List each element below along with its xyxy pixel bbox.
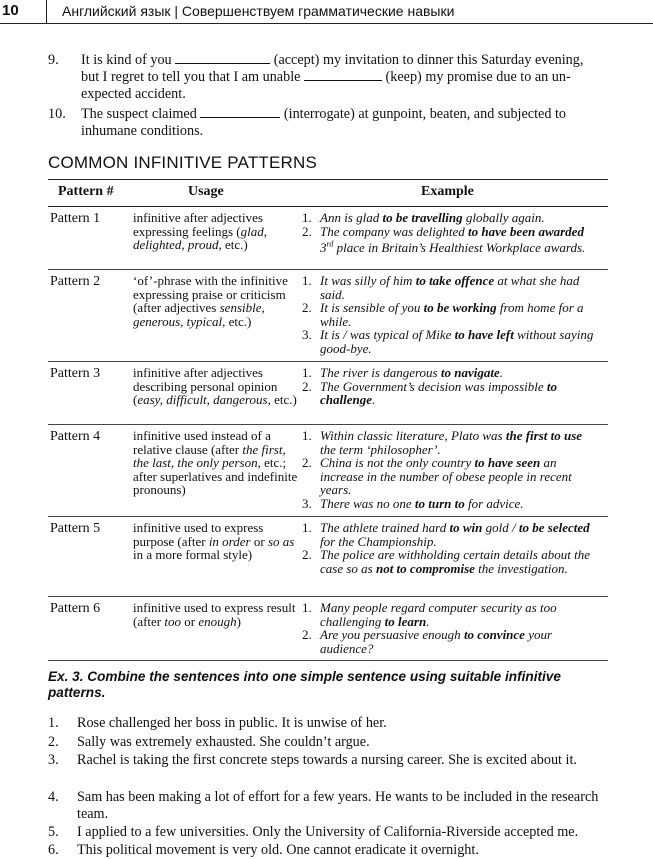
example-fragment: The police are withholding certain details about the case so as [320,547,590,576]
header-divider [46,0,47,24]
pattern-name: Pattern 6 [50,601,101,616]
question-text: but I regret to tell you that I am unable [81,69,301,85]
answer-blank[interactable] [304,69,382,81]
example-fragment: Within classic literature, Plato was [320,428,506,443]
example-number: 2. [302,223,312,239]
example-fragment: rd [326,240,334,249]
example-item [298,521,598,548]
usage-text: enough [198,613,237,629]
example-number: 1. [302,600,312,615]
usage-text: ( [236,223,241,239]
pattern-examples [298,274,598,355]
pattern-row [48,362,608,425]
pattern-name: Pattern 2 [50,274,101,289]
question-text: The suspect claimed [81,106,197,122]
running-header [0,0,653,24]
example-number: 1. [302,428,312,443]
pattern-row [48,425,608,517]
item-number: 5. [48,824,59,840]
question-line: inhumane conditions. [81,123,204,139]
question-text: (interrogate) at gunpoint, beaten, and subjected to [283,106,566,122]
pattern-row [48,207,608,270]
question-line [81,69,621,86]
example-item [298,366,598,380]
example-number: 1. [302,520,312,535]
example-fragment: . [499,365,503,380]
usage-text: , etc.; after superlatives and indefinite pronouns) [133,455,298,497]
example-text [320,600,557,629]
example-number: 2. [302,547,312,562]
example-text [320,627,552,656]
exercise-heading: Ex. 3. Combine the sentences into one simple sentence using suitable infinitive patterns. [48,669,561,700]
example-fragment: globally again. [462,210,545,225]
item-number: 3. [48,752,59,768]
usage-text: infinitive after adjectives describing personal opinion ( [133,365,278,407]
example-item [298,211,598,225]
item-text: Sally was extremely exhausted. She couldn’t argue. [77,734,370,750]
example-text [320,379,557,408]
example-fragment: from home for a while. [320,300,584,329]
item-text: I applied to a few universities. Only the University of California-Riverside accepted me. [77,824,579,840]
example-fragment: at what she had said. [320,273,580,302]
example-number: 1. [302,365,312,380]
example-item [298,601,598,628]
usage-text: the first, the last, the only person [133,441,286,470]
pattern-usage [133,429,303,497]
usage-text: in order [208,533,251,549]
example-fragment: There was no one [320,495,415,511]
example-fragment: Ann is glad [320,210,383,225]
pattern-name: Pattern 4 [50,429,101,444]
example-number: 3. [302,495,312,511]
question-text: (accept) my invitation to dinner this Saturday evening, [273,52,584,68]
pattern-row [48,270,608,362]
example-fragment: to be selected [518,520,590,535]
item-text: Rachel is taking the first concrete steps towards a nursing career. She is excited about it. [77,752,577,768]
question-text: (keep) my promise due to an un- [385,69,571,85]
example-text [320,547,590,576]
usage-text: too [164,613,182,629]
item-number: 4. [48,789,59,805]
usage-text: glad, delighted, proud, [133,223,267,252]
question-line [81,52,621,69]
page-number: 10 [2,2,19,19]
pattern-examples [298,601,598,655]
example-number: 2. [302,455,312,470]
pattern-examples [298,366,598,407]
pattern-row [48,597,608,661]
example-text [320,520,590,549]
header-title: Английский язык | Совершенствуем грамматические навыки [62,3,455,19]
item-number: 1. [48,715,59,731]
example-text [320,428,582,457]
example-fragment: It was silly of him [320,273,416,288]
example-text [320,455,572,497]
usage-text: etc.) [221,237,248,252]
example-number: 2. [302,378,312,394]
question-text: It is kind of you [81,52,172,68]
example-fragment: to navigate [440,365,500,380]
example-fragment: for the Championship. [320,533,437,549]
usage-text: or [250,533,268,549]
usage-text: infinitive used to express result (after [133,600,296,629]
example-fragment: the first to use [505,428,583,443]
example-fragment: to be travelling [382,210,463,225]
example-fragment: to have seen [474,455,541,470]
question-line: expected accident. [81,86,186,102]
example-number: 3. [302,327,312,342]
example-fragment: The river is dangerous [320,365,441,380]
example-fragment: the investigation. [474,560,568,576]
pattern-usage [133,521,303,562]
example-text [320,224,585,256]
usage-text: infinitive after adjectives expressing feelings [133,210,263,239]
pattern-row [48,517,608,597]
example-fragment: to turn to [414,495,465,511]
column-header-usage: Usage [188,184,224,199]
usage-text: , etc.) [267,392,297,407]
question-number: 9. [48,52,59,68]
question-number: 10. [48,106,66,122]
example-fragment: to have been awarded [468,223,584,239]
item-text: Rose challenged her boss in public. It is unwise of her. [77,715,387,731]
section-title: COMMON INFINITIVE PATTERNS [48,153,318,172]
example-number: 2. [302,627,312,642]
example-item [298,456,598,497]
pattern-name: Pattern 1 [50,211,101,226]
example-text [320,327,593,356]
item-text: Sam has been making a lot of effort for a few years. He wants to be included in the research team. [77,789,599,822]
usage-text: ) [236,613,241,629]
example-fragment: Many people regard computer security as too challenging [320,600,557,629]
example-fragment: to win [449,520,483,535]
pattern-usage [133,274,303,328]
example-fragment: to challenge [320,378,558,407]
example-item [298,628,598,655]
example-fragment: to learn [384,613,427,629]
example-item [298,497,598,511]
example-fragment: The athlete trained hard [320,520,450,535]
example-fragment: the term ‘philosopher’. [320,441,441,457]
example-fragment: . [426,613,430,629]
example-fragment: The company was delighted [320,223,469,239]
example-fragment: to have left [454,327,514,342]
pattern-usage [133,366,303,407]
answer-blank[interactable] [200,106,280,118]
example-text [320,300,584,329]
example-fragment: to take offence [415,273,495,288]
example-item [298,225,598,255]
example-fragment: place in Britain’s Healthiest Workplace awards. [333,240,586,256]
example-text [320,496,524,511]
answer-blank[interactable] [175,52,270,64]
example-fragment: to convince [463,627,525,642]
example-item [298,429,598,456]
example-item [298,380,598,407]
question-10 [48,106,623,142]
question-9 [48,52,623,106]
example-fragment: to be working [423,300,497,315]
pattern-name: Pattern 3 [50,366,101,381]
example-item [298,274,598,301]
example-fragment: It is sensible of you [320,300,424,315]
example-fragment: . [372,392,376,407]
example-number: 1. [302,210,312,225]
usage-text: ‘of’-phrase with the infinitive expressing praise or criticism (after adjectives [133,273,288,315]
pattern-usage [133,211,303,252]
example-fragment: without saying good-bye. [320,327,594,356]
example-item [298,301,598,328]
example-fragment: your audience? [320,627,553,656]
pattern-examples [298,211,598,255]
usage-text: sensible, generous, typical [133,300,265,329]
usage-text: , etc.) [222,313,252,329]
item-number: 6. [48,842,59,858]
example-fragment: Are you persuasive enough [320,627,464,642]
usage-text: in a more formal style) [133,547,253,562]
item-number: 2. [48,734,59,750]
column-header-example: Example [421,184,474,199]
pattern-examples [298,429,598,510]
example-fragment: not to compromise [375,560,475,576]
usage-text: or [181,613,199,629]
usage-text: so as [267,533,295,549]
example-fragment: The Government’s decision was impossible [320,378,547,394]
example-fragment: China is not the only country [320,455,475,470]
example-text [320,273,579,302]
item-text: This political movement is very old. One cannot eradicate it overnight. [77,842,479,858]
question-line [81,106,621,123]
pattern-usage [133,601,303,628]
pattern-name: Pattern 5 [50,521,101,536]
example-fragment: It is / was typical of Mike [320,327,455,342]
example-number: 2. [302,300,312,315]
example-fragment: an increase in the number of obese people in recent years. [320,455,572,497]
usage-text: infinitive used to express purpose (after [133,520,264,549]
example-fragment: 3 [320,240,327,256]
column-header-pattern: Pattern # [58,184,114,199]
usage-text: infinitive used instead of a relative clause (after [133,428,271,457]
usage-text: easy, difficult, dangerous [137,392,268,407]
example-fragment: gold / [482,520,519,535]
example-item [298,328,598,355]
example-number: 1. [302,273,312,288]
table-header [48,179,608,207]
example-item [298,548,598,575]
pattern-examples [298,521,598,575]
example-fragment: for advice. [464,495,524,511]
